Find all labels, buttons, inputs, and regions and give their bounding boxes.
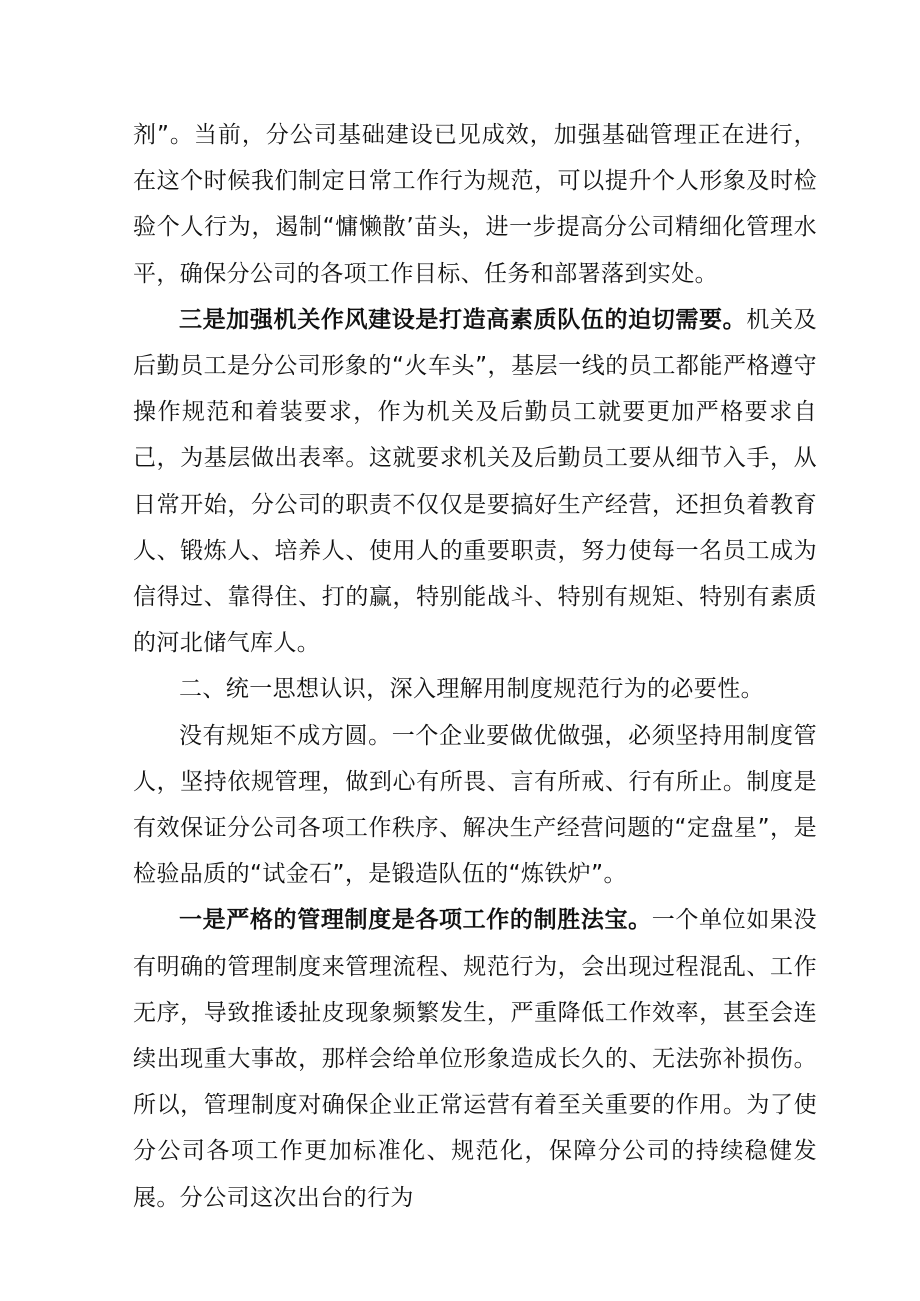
paragraph-text: 剂”。当前，分公司基础建设已见成效，加强基础管理正在进行，在这个时候我们制定日常工作行为规范，可以提升个人形象及时检验个人行为，遏制“慵懒散’苗头，进一步提高分公司精细化管理水平，确保分公司的各项工作目标、任务和部署落到实处。 (133, 122, 817, 287)
paragraph-continuation (133, 112, 817, 297)
paragraph-lead-heading: 三是加强机关作风建设是打造高素质队伍的迫切需要。 (179, 306, 747, 333)
paragraph-point-three (133, 297, 817, 667)
paragraph-rules-intro (133, 713, 817, 898)
section-heading-text: 二、统一思想认识，深入理解用制度规范行为的必要性。 (179, 676, 764, 703)
paragraph-point-one (133, 897, 817, 1220)
document-body (133, 112, 817, 1221)
paragraph-text: 机关及后勤员工是分公司形象的“火车头”，基层一线的员工都能严格遵守操作规范和着装要求，作为机关及后勤员工就要更加严格要求自己，为基层做出表率。这就要求机关及后勤员工要从细节入手，从日常开始，分公司的职责不仅仅是要搞好生产经营，还担负着教育人、锻炼人、培养人、使用人的重要职责，努力使每一名员工成为信得过、靠得住、打的赢，特别能战斗、特别有规矩、特别有素质的河北储气库人。 (133, 306, 817, 657)
paragraph-text: 没有规矩不成方圆。一个企业要做优做强，必须坚持用制度管人，坚持依规管理，做到心有所畏、言有所戒、行有所止。制度是有效保证分公司各项工作秩序、解决生产经营问题的“定盘星”，是检验品质的“试金石”，是锻造队伍的“炼铁炉”。 (133, 722, 817, 888)
section-heading-two (133, 666, 817, 712)
paragraph-text: 一个单位如果没有明确的管理制度来管理流程、规范行为，会出现过程混乱、工作无序，导致推诿扯皮现象频繁发生，严重降低工作效率，甚至会连续出现重大事故，那样会给单位形象造成长久的、无法弥补损伤。所以，管理制度对确保企业正常运营有着至关重要的作用。为了使分公司各项工作更加标准化、规范化，保障分公司的持续稳健发展。分公司这次出台的行为 (133, 907, 817, 1211)
paragraph-lead-heading: 一是严格的管理制度是各项工作的制胜法宝。 (179, 907, 652, 934)
